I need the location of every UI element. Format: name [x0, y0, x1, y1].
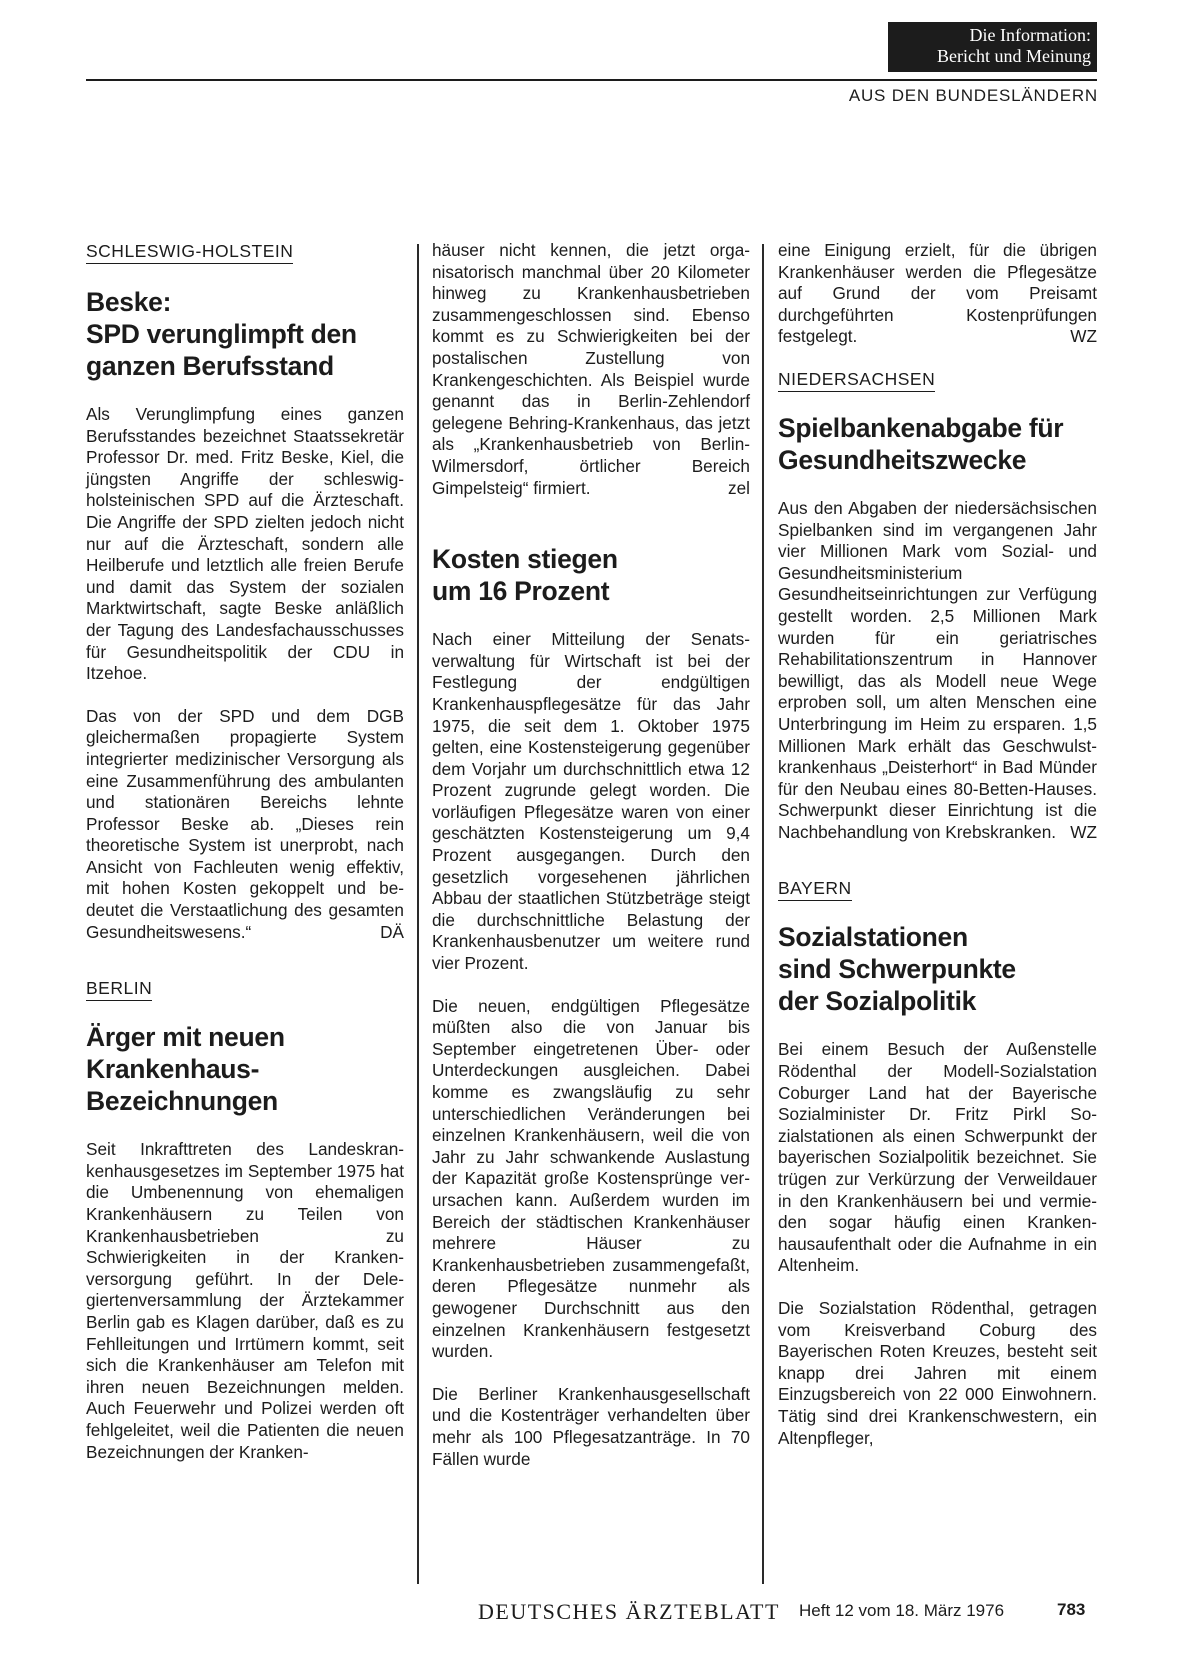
headline-line: Gesundheitszwecke: [778, 444, 1027, 475]
region-label-berlin: BERLIN: [86, 977, 152, 1001]
headline-line: der Sozialpolitik: [778, 986, 977, 1017]
headline-line: SPD verunglimpft den: [86, 319, 357, 349]
headline-line: Spielbankenabgabe für: [778, 412, 1064, 443]
headline-kosten: [432, 543, 750, 607]
headline-line: Bezeichnungen: [86, 1086, 278, 1117]
paragraph-text: Das von der SPD und dem DGB gleichermaßen propagierte System integrierter medizinischer Versorgung als eine Zusammenführung des ambulanten und stationären Bereichs lehnte Professor Beske ab. „Dieses rein theoretische System ist unerprobt, nach Ansicht von Fachleuten wenig effektiv, mit hohen Kosten gekoppelt und bedeutet die Verstaatlichung des gesamten Gesundheitswesens.“: [86, 705, 404, 942]
paragraph-text: Aus den Abgaben der niedersächsischen Spielbanken sind im vergangenen Jahr vier Millionen Mark vom Sozial- und Gesundheitsministerium Gesundheitseinrichtungen zur Verfügung gestellt worden. 2,5 Millionen Mark wurden für ein geriatrisches Rehabilitationszentrum in Hannover bewilligt, das als Modell neue Wege erproben soll, um alten Menschen eine Unterbringung im Heim zu ersparen. 1,5 Millionen Mark erhält das Geschwulstkrankenhaus „Deisterhort“ in Bad Münder für den Neubau eines 80-Betten-Hauses. Schwerpunkt dieser Einrichtung ist die Nachbehandlung von Krebskranken.: [778, 497, 1097, 842]
page-number: 783: [1057, 1600, 1086, 1619]
headline-line: Sozialstationen: [778, 922, 968, 953]
article-paragraph: Bei einem Besuch der Außenstelle Rödenthal der Modell-Sozialstation Coburger Land hat der Bayerische Sozialminister Dr. Fritz Pirkl Sozialstationen als einen Schwerpunkt der bayerischen Sozialpolitik bezeichnet. Sie trügen zur Verkürzung der Verweildauer in den Krankenhäusern bei und vermieden sogar häufig einen Krankenhausaufenthalt oder die Aufnahme in ein Altenheim.: [778, 1039, 1097, 1276]
article-paragraph: Die Berliner Krankenhausgesellschaft und die Kostenträger verhandelten über mehr als 100 Pflegesatzanträge. In 70 Fällen wurde: [432, 1383, 750, 1469]
article-paragraph: Die neuen, endgültigen Pflegesätze müßten also die von Januar bis September eingetretenen Über- oder Unterdeckungen ausgleichen. Dabei komme es zwangsläufig zu sehr unterschiedlichen Veränderungen bei einzelnen Krankenhäusern, weil die von Jahr zu Jahr schwankende Auslastung der Kapazität große Kostensprünge verursachen kann. Außerdem wurden im Bereich der städtischen Krankenhäuser mehrere Häuser zu Krankenhausbetrieben zusammengefaßt, deren Pflegesätze nunmehr als gewogener Durchschnitt aus den einzelnen Krankenhäusern festgesetzt wurden.: [432, 995, 750, 1362]
headline-line: sind Schwerpunkte: [778, 954, 1016, 985]
region-label-niedersachsen: NIEDERSACHSEN: [778, 368, 935, 392]
section-heading: AUS DEN BUNDESLÄNDERN: [848, 86, 1098, 105]
headline-spielbanken: [778, 412, 1097, 476]
column-2: [432, 240, 750, 1470]
journal-title: DEUTSCHES ÄRZTEBLATT: [478, 1599, 780, 1624]
headline-aerger: [86, 1021, 404, 1117]
article-paragraph: [86, 706, 404, 944]
headline-line: Ärger mit neuen: [86, 1022, 285, 1053]
author-signature: WZ: [1070, 821, 1097, 842]
author-signature: DÄ: [380, 921, 404, 942]
article-paragraph: [778, 498, 1097, 844]
rubric-line-1: Die Information:: [969, 25, 1091, 45]
article-paragraph: [432, 240, 750, 499]
column-1: [86, 240, 404, 1463]
headline-line: ganzen Berufsstand: [86, 351, 334, 381]
region-label-schleswig-holstein: SCHLESWIG-HOLSTEIN: [86, 240, 293, 264]
headline-beske: [86, 286, 404, 382]
author-signature: zel: [728, 477, 750, 498]
headline-line: um 16 Prozent: [432, 576, 610, 607]
column-divider-1: [417, 244, 419, 1584]
author-signature: WZ: [1070, 326, 1097, 347]
issue-info: Heft 12 vom 18. März 1976: [799, 1601, 1005, 1620]
article-paragraph: Nach einer Mitteilung der Senatsverwaltung für Wirtschaft ist bei der Festlegung der endgültigen Krankenhauspflegesätze für das Jahr 1975, die seit dem 1. Oktober 1975 gelten, eine Kostensteigerung gegenüber dem Vorjahr um durchschnittlich etwa 12 Prozent zugrunde gelegt worden. Die vorläufigen Pflegesätze waren von einer geschätzten Kostensteigerung um 9,4 Prozent ausgegangen. Durch den gesetzlich vorgesehenen jährlichen Abbau der staatlichen Stützbeträge steigt die durchschnittliche Belastung der Krankenhausbenutzer um weitere rund vier Prozent.: [432, 629, 750, 974]
article-paragraph: Als Verunglimpfung eines ganzen Berufsstandes bezeichnet Staatssekretär Professor Dr. med. Fritz Beske, Kiel, die jüngsten Angriffe der schleswig-holsteinischen SPD auf die Ärzteschaft. Die Angriffe der SPD zielten jedoch nicht nur auf die Ärzteschaft, sondern alle Heilberufe und letztlich alle freien Berufe und damit das System der sozialen Marktwirtschaft, sagte Beske anläßlich der Tagung des Landesfachausschusses für Gesundheitspolitik der CDU in Itzehoe.: [86, 404, 404, 684]
article-paragraph: Die Sozialstation Rödenthal, getragen vom Kreisverband Coburg des Bayerischen Roten Kreuzes, besteht seit knapp drei Jahren mit einem Einzugsbereich von 22 000 Einwohnern. Tätig sind drei Krankenschwestern, ein Altenpfleger,: [778, 1298, 1097, 1448]
header-rule: [86, 79, 1097, 81]
article-paragraph: [778, 240, 1097, 348]
article-paragraph: Seit Inkrafttreten des Landeskrankenhausgesetzes im September 1975 hat die Umbenennung von ehemaligen Krankenhäusern zu Teilen von Krankenhausbetrieben zu Schwierigkeiten in der Krankenversorgung geführt. In der Delegiertenversammlung der Ärztekammer Berlin gab es Klagen darüber, daß es zu Fehlleitungen und Irrtümern kommt, seit sich die Krankenhäuser am Telefon mit ihren neuen Bezeichnungen melden. Auch Feuerwehr und Polizei werden oft fehlgeleitet, weil die Patienten die neuen Bezeichnungen der Kranken-: [86, 1139, 404, 1462]
column-3: [778, 240, 1097, 1449]
headline-line: Krankenhaus-: [86, 1054, 260, 1085]
column-divider-2: [762, 244, 764, 1584]
rubric-badge: [888, 22, 1097, 72]
paragraph-text: eine Einigung erzielt, für die übrigen Krankenhäuser werden die Pflegesätze auf Grund der vom Preisamt durchgeführten Kostenprüfungen festgelegt.: [778, 240, 1097, 347]
region-label-bayern: BAYERN: [778, 877, 852, 901]
headline-line: Beske:: [86, 287, 172, 317]
headline-sozialstationen: [778, 921, 1097, 1017]
paragraph-text: häuser nicht kennen, die jetzt organisatorisch manchmal über 20 Kilometer hinweg zu Krankenhausbetrieben zusammengeschlossen sind. Ebenso kommt es zu Schwierigkeiten bei der postalischen Zustellung von Krankengeschichten. Als Beispiel wurde genannt das in Berlin-Zehlendorf gelegene Behring-Krankenhaus, das jetzt als „Krankenhausbetrieb von Berlin-Wilmersdorf, örtlicher Bereich Gimpelsteig“ firmiert.: [432, 240, 750, 498]
rubric-line-2: Bericht und Meinung: [937, 46, 1091, 66]
headline-line: Kosten stiegen: [432, 544, 618, 575]
